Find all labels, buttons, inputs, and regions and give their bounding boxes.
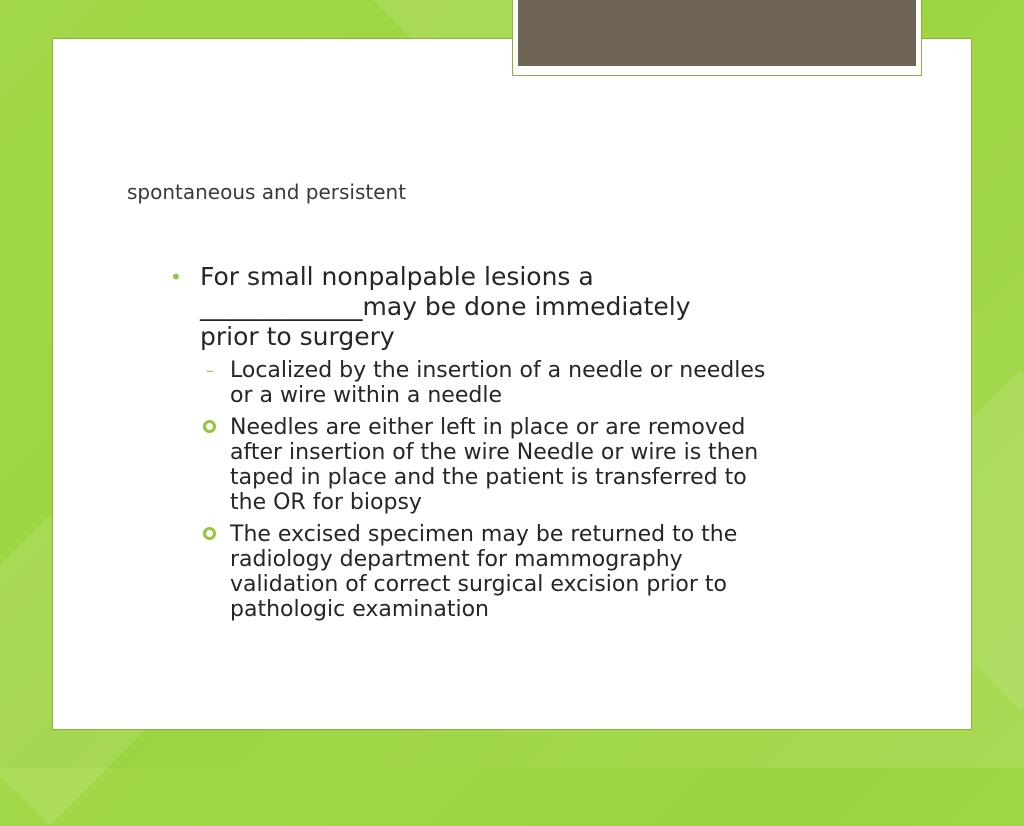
- sub-bullet-line: Needles are either left in place or are removed: [230, 415, 746, 440]
- header-box: [518, 0, 916, 66]
- sub-bullet-item: [170, 415, 870, 515]
- sub-bullet-line: taped in place and the patient is transferred to: [230, 465, 747, 490]
- main-bullet-line: _____________may be done immediately: [200, 292, 691, 321]
- sub-bullet-line: The excised specimen may be returned to the: [230, 522, 738, 547]
- dash-marker: –: [206, 361, 214, 380]
- sub-bullet-line: validation of correct surgical excision prior to: [230, 572, 728, 597]
- slide-title: spontaneous and persistent: [127, 180, 407, 204]
- main-bullet: [170, 262, 870, 352]
- sub-bullet-line: after insertion of the wire Needle or wire is then: [230, 440, 759, 465]
- ring-bullet-icon: [203, 527, 216, 540]
- sub-bullet-item: [170, 358, 870, 408]
- bullet-marker: •: [170, 265, 182, 289]
- slide-body: [170, 262, 870, 629]
- sub-bullet-line: Localized by the insertion of a needle or needles: [230, 358, 766, 383]
- main-bullet-line: For small nonpalpable lesions a: [200, 262, 594, 291]
- main-bullet-line: prior to surgery: [200, 322, 395, 351]
- sub-bullet-line: radiology department for mammography: [230, 547, 683, 572]
- ring-bullet-icon: [203, 420, 216, 433]
- sub-bullet-line: or a wire within a needle: [230, 383, 502, 408]
- sub-bullet-item: [170, 522, 870, 622]
- sub-bullet-line: pathologic examination: [230, 597, 489, 622]
- sub-bullet-list: [170, 358, 870, 622]
- sub-bullet-line: the OR for biopsy: [230, 490, 422, 515]
